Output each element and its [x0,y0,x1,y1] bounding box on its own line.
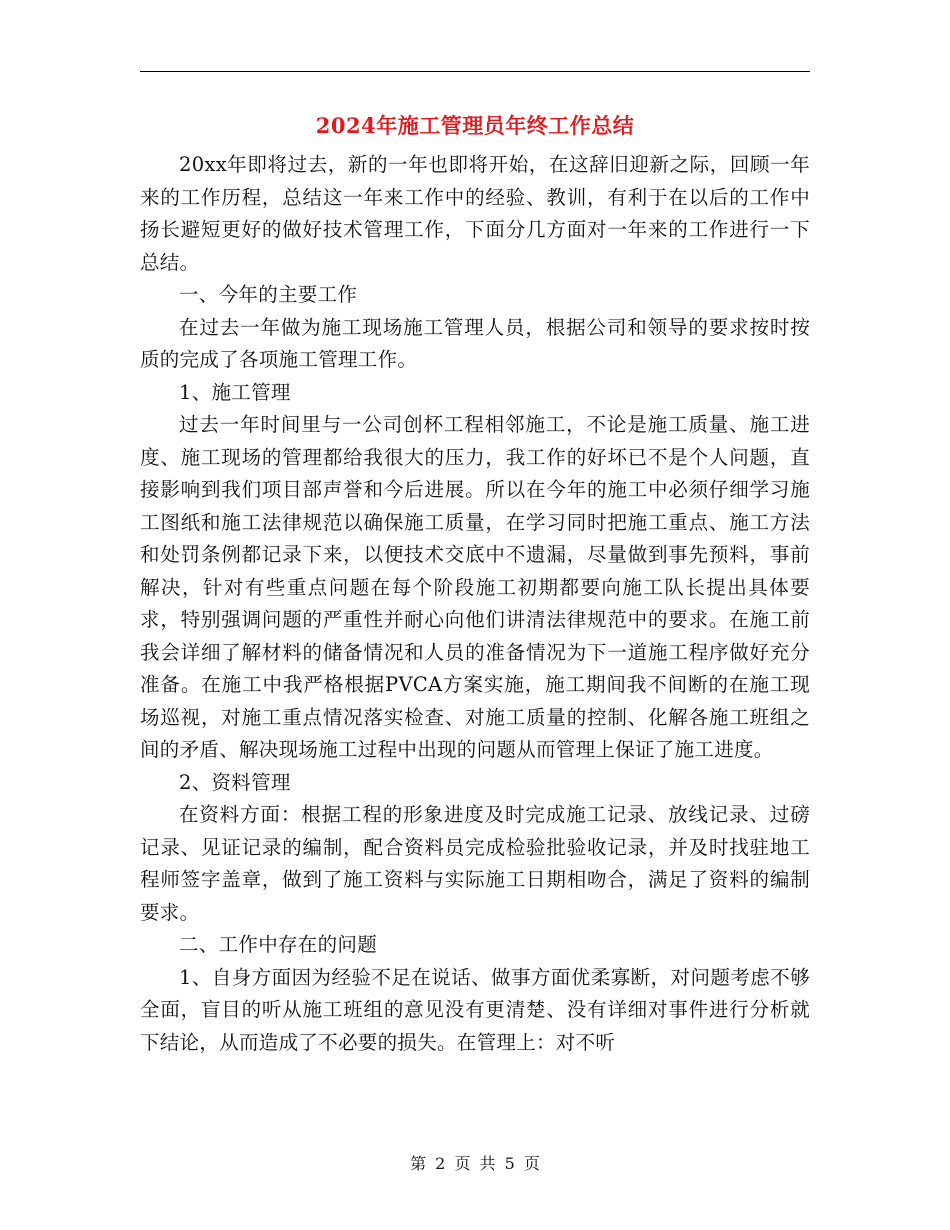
paragraph-problems: 1、自身方面因为经验不足在说话、做事方面优柔寡断，对问题考虑不够全面，盲目的听从施工班组的意见没有更清楚、没有详细对事件进行分析就下结论，从而造成了不必要的损失。在管理上：对不听 [140,965,810,1054]
header-rule [140,71,810,72]
paragraph-construction-management: 过去一年时间里与一公司创杯工程相邻施工，不论是施工质量、施工进度、施工现场的管理都给我很大的压力，我工作的好坏已不是个人问题，直接影响到我们项目部声誉和今后进展。所以在今年的施工中必须仔细学习施工图纸和施工法律规范以确保施工质量，在学习同时把施工重点、施工方法和处罚条例都记录下来，以便技术交底中不遗漏，尽量做到事先预料，事前解决，针对有些重点问题在每个阶段施工初期都要向施工队长提出具体要求，特别强调问题的严重性并耐心向他们讲清法律规范中的要求。在施工前我会详细了解材料的储备情况和人员的准备情况为下一道施工程序做好充分准备。在施工中我严格根据PVCA方案实施，施工期间我不间断的在施工现场巡视，对施工重点情况落实检查、对施工质量的控制、化解各施工班组之间的矛盾、解决现场施工过程中出现的问题从而管理上保证了施工进度。 [140,413,810,761]
subheading-construction-management: 1、施工管理 [179,380,291,404]
page-number: 第 2 页 共 5 页 [410,1154,540,1173]
document-title: 2024年施工管理员年终工作总结 [315,113,635,138]
section-heading-main-work: 一、今年的主要工作 [179,283,358,306]
paragraph-intro: 20xx年即将过去，新的一年也即将开始，在这辞旧迎新之际，回顾一年来的工作历程，总结这一年来工作中的经验、教训，有利于在以后的工作中扬长避短更好的做好技术管理工作，下面分几方面对一年来的工作进行一下总结。 [140,153,810,274]
section-heading-problems: 二、工作中存在的问题 [179,933,378,956]
paragraph-main-work: 在过去一年做为施工现场施工管理人员，根据公司和领导的要求按时按质的完成了各项施工管理工作。 [140,315,810,371]
paragraph-document-management: 在资料方面：根据工程的形象进度及时完成施工记录、放线记录、过磅记录、见证记录的编制，配合资料员完成检验批验收记录，并及时找驻地工程师签字盖章，做到了施工资料与实际施工日期相吻合，满足了资料的编制要求。 [140,803,810,924]
document-body [140,149,810,1059]
subheading-document-management: 2、资料管理 [179,770,291,794]
